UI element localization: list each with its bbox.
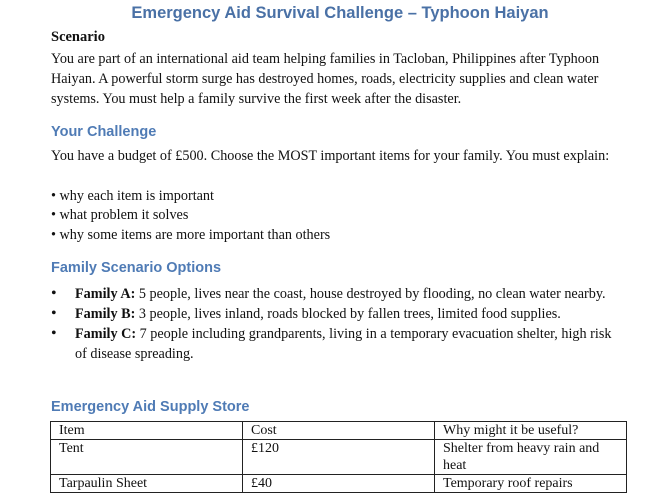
store-heading: Emergency Aid Supply Store	[51, 399, 250, 415]
family-description: 5 people, lives near the coast, house destroyed by flooding, no clean water nearby.	[135, 286, 606, 302]
family-name: Family C:	[75, 326, 137, 342]
supply-store-table	[50, 421, 627, 493]
family-options-list	[51, 284, 626, 364]
column-header-why: Why might it be useful?	[435, 422, 627, 440]
family-description: 7 people including grandparents, living in a temporary evacuation shelter, high risk of disease spreading.	[75, 326, 612, 362]
family-name: Family B:	[75, 306, 136, 322]
item-cell: Tarpaulin Sheet	[51, 475, 243, 493]
scenario-label: Scenario	[51, 29, 105, 45]
reason-cell: Temporary roof repairs	[435, 475, 627, 493]
family-description: 3 people, lives inland, roads blocked by fallen trees, limited food supplies.	[135, 306, 561, 322]
cost-cell: £120	[243, 440, 435, 475]
challenge-point: • why some items are more important than others	[51, 227, 331, 243]
column-header-item: Item	[51, 422, 243, 440]
challenge-heading: Your Challenge	[51, 124, 157, 140]
family-option-a	[51, 284, 626, 304]
item-cell: Tent	[51, 440, 243, 475]
families-heading: Family Scenario Options	[51, 260, 222, 276]
family-name: Family A:	[75, 286, 136, 302]
table-row	[51, 440, 627, 475]
scenario-text: You are part of an international aid team helping families in Tacloban, Philippines after Typhoon Haiyan. A powerful storm surge has destroyed homes, roads, electricity supplies and clean water systems. You must help a family survive the first week after the disaster.	[51, 51, 600, 107]
cost-cell: £40	[243, 475, 435, 493]
challenge-text: You have a budget of £500. Choose the MOST important items for your family. You must explain:	[51, 148, 610, 164]
reason-cell: Shelter from heavy rain and heat	[435, 440, 627, 475]
table-row	[51, 475, 627, 493]
document-title: Emergency Aid Survival Challenge – Typhoon Haiyan	[131, 4, 549, 22]
table-header-row	[51, 422, 627, 440]
family-option-b	[51, 304, 626, 324]
column-header-cost: Cost	[243, 422, 435, 440]
challenge-point: • why each item is important	[51, 188, 214, 204]
family-option-c	[51, 324, 626, 364]
challenge-point: • what problem it solves	[51, 207, 189, 223]
